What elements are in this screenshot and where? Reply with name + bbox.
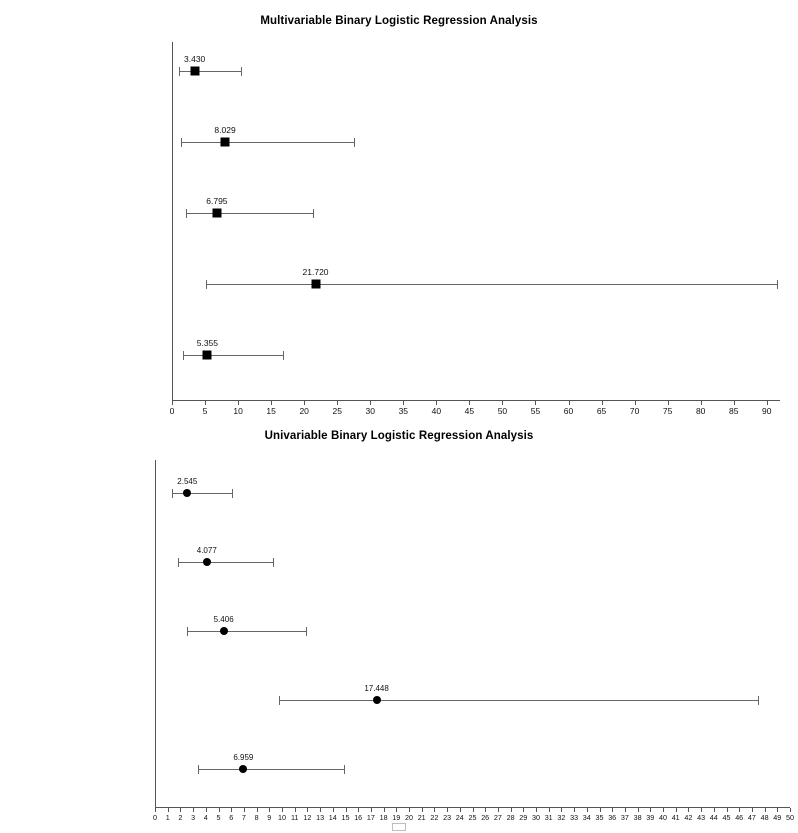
confidence-interval-line [279,700,758,701]
point-estimate-label: 4.077 [196,546,217,555]
x-axis-tick [625,808,626,812]
point-estimate-marker [183,489,191,497]
x-axis-tick [219,808,220,812]
x-axis-tick [676,808,677,812]
x-axis-tick [205,401,206,405]
x-axis-tick [320,808,321,812]
x-axis-tick [422,808,423,812]
x-axis-tick [295,808,296,812]
x-axis-tick-label: 80 [695,406,706,416]
x-axis-tick-label: 6 [229,813,234,822]
x-axis-tick [168,808,169,812]
point-estimate-label: 21.720 [302,267,329,277]
x-axis-tick-label: 20 [299,406,309,416]
x-axis-tick [460,808,461,812]
x-axis-tick-label: 21 [417,813,426,822]
ci-upper-cap [283,351,284,360]
x-axis-tick-label: 5 [216,813,221,822]
confidence-interval-line [179,71,240,72]
x-axis-tick-label: 26 [481,813,490,822]
confidence-interval-line [187,631,306,632]
ci-lower-cap [183,351,184,360]
x-axis-tick-label: 8 [254,813,259,822]
x-axis-tick [409,808,410,812]
ci-lower-cap [179,67,180,76]
x-axis-tick-label: 32 [557,813,566,822]
x-axis-tick [535,401,536,405]
chart-title-multivariable: Multivariable Binary Logistic Regression Analysis [260,15,538,27]
confidence-interval-line [178,562,273,563]
point-estimate-label: 5.406 [213,615,234,624]
x-axis-tick-label: 22 [430,813,439,822]
x-axis-tick-label: 49 [773,813,782,822]
x-axis-tick [307,808,308,812]
x-axis-tick [436,401,437,405]
x-axis-tick-label: 43 [697,813,706,822]
confidence-interval-line [198,769,344,770]
x-axis-tick [231,808,232,812]
x-axis-tick [358,808,359,812]
x-axis-tick-label: 33 [570,813,579,822]
page-bottom-marker [392,823,406,831]
x-axis-tick-label: 39 [646,813,655,822]
x-axis-tick [473,808,474,812]
x-axis-tick [469,401,470,405]
x-axis-tick [638,808,639,812]
x-axis-tick-label: 16 [354,813,363,822]
x-axis-tick [434,808,435,812]
ci-lower-cap [279,696,280,705]
x-axis-tick [536,808,537,812]
x-axis-tick [600,808,601,812]
ci-lower-cap [206,280,207,289]
confidence-interval-line [181,142,355,143]
x-axis-tick [790,808,791,812]
x-axis-tick [561,808,562,812]
chart-title-univariable: Univariable Binary Logistic Regression Analysis [264,430,534,442]
x-axis-tick-label: 50 [497,406,508,416]
x-axis-tick-label: 75 [662,406,673,416]
x-axis-tick [668,401,669,405]
x-axis-tick [752,808,753,812]
x-axis-tick [282,808,283,812]
x-axis-tick-label: 23 [443,813,452,822]
x-axis-tick [587,808,588,812]
ci-lower-cap [187,627,188,636]
point-estimate-marker [239,765,247,773]
x-axis-tick-label: 1 [165,813,170,822]
x-axis-tick-label: 90 [762,406,772,416]
ci-upper-cap [306,627,307,636]
x-axis-tick-label: 3 [191,813,196,822]
x-axis-tick-label: 5 [202,406,208,416]
confidence-interval-line [183,355,283,356]
point-estimate-label: 17.448 [364,684,389,693]
x-axis-tick-label: 65 [596,406,607,416]
x-axis-tick [447,808,448,812]
x-axis-tick [701,401,702,405]
ci-lower-cap [172,489,173,498]
ci-lower-cap [178,558,179,567]
x-axis-tick [193,808,194,812]
x-axis-tick [635,401,636,405]
ci-upper-cap [313,209,314,218]
x-axis-tick [663,808,664,812]
ci-upper-cap [232,489,233,498]
x-axis-tick [403,401,404,405]
x-axis-tick [765,808,766,812]
x-axis-tick-label: 17 [366,813,375,822]
point-estimate-marker [220,627,228,635]
x-axis-tick-label: 42 [684,813,693,822]
x-axis-tick [650,808,651,812]
x-axis-tick [511,808,512,812]
x-axis-tick-label: 25 [468,813,477,822]
point-estimate-label: 6.795 [206,196,228,206]
x-axis-tick [767,401,768,405]
point-estimate-label: 8.029 [214,125,236,135]
ci-upper-cap [777,280,778,289]
x-axis-tick-label: 60 [563,406,574,416]
point-estimate-label: 2.545 [177,477,198,486]
x-axis-tick-label: 85 [729,406,739,416]
point-estimate-marker [373,696,381,704]
x-axis-tick-label: 15 [266,406,276,416]
x-axis-tick-label: 36 [608,813,617,822]
x-axis-tick [549,808,550,812]
x-axis-tick [271,401,272,405]
point-estimate-label: 3.430 [184,54,206,64]
point-estimate-marker [203,558,211,566]
x-axis-tick [371,808,372,812]
y-axis-line [172,42,173,400]
x-axis-tick-label: 47 [747,813,756,822]
x-axis-tick-label: 35 [398,406,409,416]
x-axis-tick-label: 7 [241,813,246,822]
x-axis-tick-label: 0 [169,406,175,416]
x-axis-tick-label: 9 [267,813,272,822]
x-axis-tick [574,808,575,812]
x-axis-tick [244,808,245,812]
x-axis-tick-label: 10 [233,406,243,416]
x-axis-tick [485,808,486,812]
x-axis-tick [257,808,258,812]
x-axis-tick [569,401,570,405]
ci-upper-cap [758,696,759,705]
x-axis-tick [333,808,334,812]
point-estimate-marker [190,67,199,76]
x-axis-tick-label: 45 [464,406,475,416]
x-axis-tick-label: 10 [278,813,286,822]
x-axis-tick-label: 28 [506,813,515,822]
x-axis-tick-label: 15 [341,813,350,822]
x-axis-tick [612,808,613,812]
x-axis-tick [172,401,173,405]
x-axis-tick-label: 40 [659,813,667,822]
x-axis-tick-label: 27 [493,813,502,822]
x-axis-tick-label: 41 [671,813,680,822]
ci-lower-cap [181,138,182,147]
x-axis-tick-label: 48 [760,813,769,822]
x-axis-tick-label: 50 [786,813,794,822]
confidence-interval-line [206,284,777,285]
x-axis-tick [502,401,503,405]
x-axis-tick [701,808,702,812]
point-estimate-label: 6.959 [233,753,254,762]
x-axis-tick [523,808,524,812]
x-axis-tick [346,808,347,812]
x-axis-tick [238,401,239,405]
x-axis-tick [688,808,689,812]
x-axis-tick-label: 25 [332,406,342,416]
x-axis-tick [337,401,338,405]
ci-upper-cap [354,138,355,147]
x-axis-tick-label: 40 [431,406,442,416]
ci-upper-cap [241,67,242,76]
point-estimate-marker [311,280,320,289]
x-axis-tick-label: 4 [203,813,208,822]
point-estimate-marker [203,351,212,360]
x-axis-tick-label: 19 [392,813,401,822]
ci-lower-cap [186,209,187,218]
point-estimate-label: 5.355 [196,338,219,348]
x-axis-tick-label: 24 [455,813,464,822]
x-axis-tick [739,808,740,812]
x-axis-tick-label: 29 [519,813,528,822]
x-axis-tick-label: 2 [178,813,183,822]
ci-upper-cap [344,765,345,774]
x-axis-tick-label: 35 [595,813,604,822]
x-axis-tick [370,401,371,405]
x-axis-tick [155,808,156,812]
x-axis-tick [734,401,735,405]
x-axis-line [172,400,780,401]
confidence-interval-line [186,213,313,214]
x-axis-tick-label: 37 [620,813,629,822]
x-axis-tick-label: 44 [709,813,718,822]
point-estimate-marker [221,138,230,147]
x-axis-tick-label: 13 [316,813,325,822]
x-axis-tick-label: 38 [633,813,642,822]
x-axis-tick [777,808,778,812]
x-axis-tick [498,808,499,812]
x-axis-tick [602,401,603,405]
x-axis-tick-label: 20 [405,813,413,822]
x-axis-tick-label: 34 [582,813,591,822]
chart-panel-univariable [0,420,798,833]
x-axis-tick-label: 14 [328,813,337,822]
y-axis-line [155,460,156,807]
x-axis-tick-label: 30 [532,813,540,822]
x-axis-tick-label: 55 [530,406,541,416]
x-axis-tick [714,808,715,812]
confidence-interval-line [172,493,233,494]
x-axis-tick-label: 31 [544,813,553,822]
x-axis-tick [396,808,397,812]
x-axis-tick [206,808,207,812]
x-axis-tick-label: 46 [735,813,744,822]
point-estimate-marker [212,209,221,218]
x-axis-tick [304,401,305,405]
x-axis-tick-label: 0 [153,813,157,822]
x-axis-tick [384,808,385,812]
x-axis-tick [727,808,728,812]
x-axis-tick-label: 45 [722,813,731,822]
x-axis-tick-label: 18 [379,813,388,822]
x-axis-tick-label: 12 [303,813,312,822]
x-axis-tick-label: 70 [629,406,640,416]
x-axis-tick [180,808,181,812]
x-axis-tick [269,808,270,812]
ci-upper-cap [273,558,274,567]
x-axis-tick-label: 11 [290,813,299,822]
x-axis-tick-label: 30 [365,406,375,416]
ci-lower-cap [198,765,199,774]
